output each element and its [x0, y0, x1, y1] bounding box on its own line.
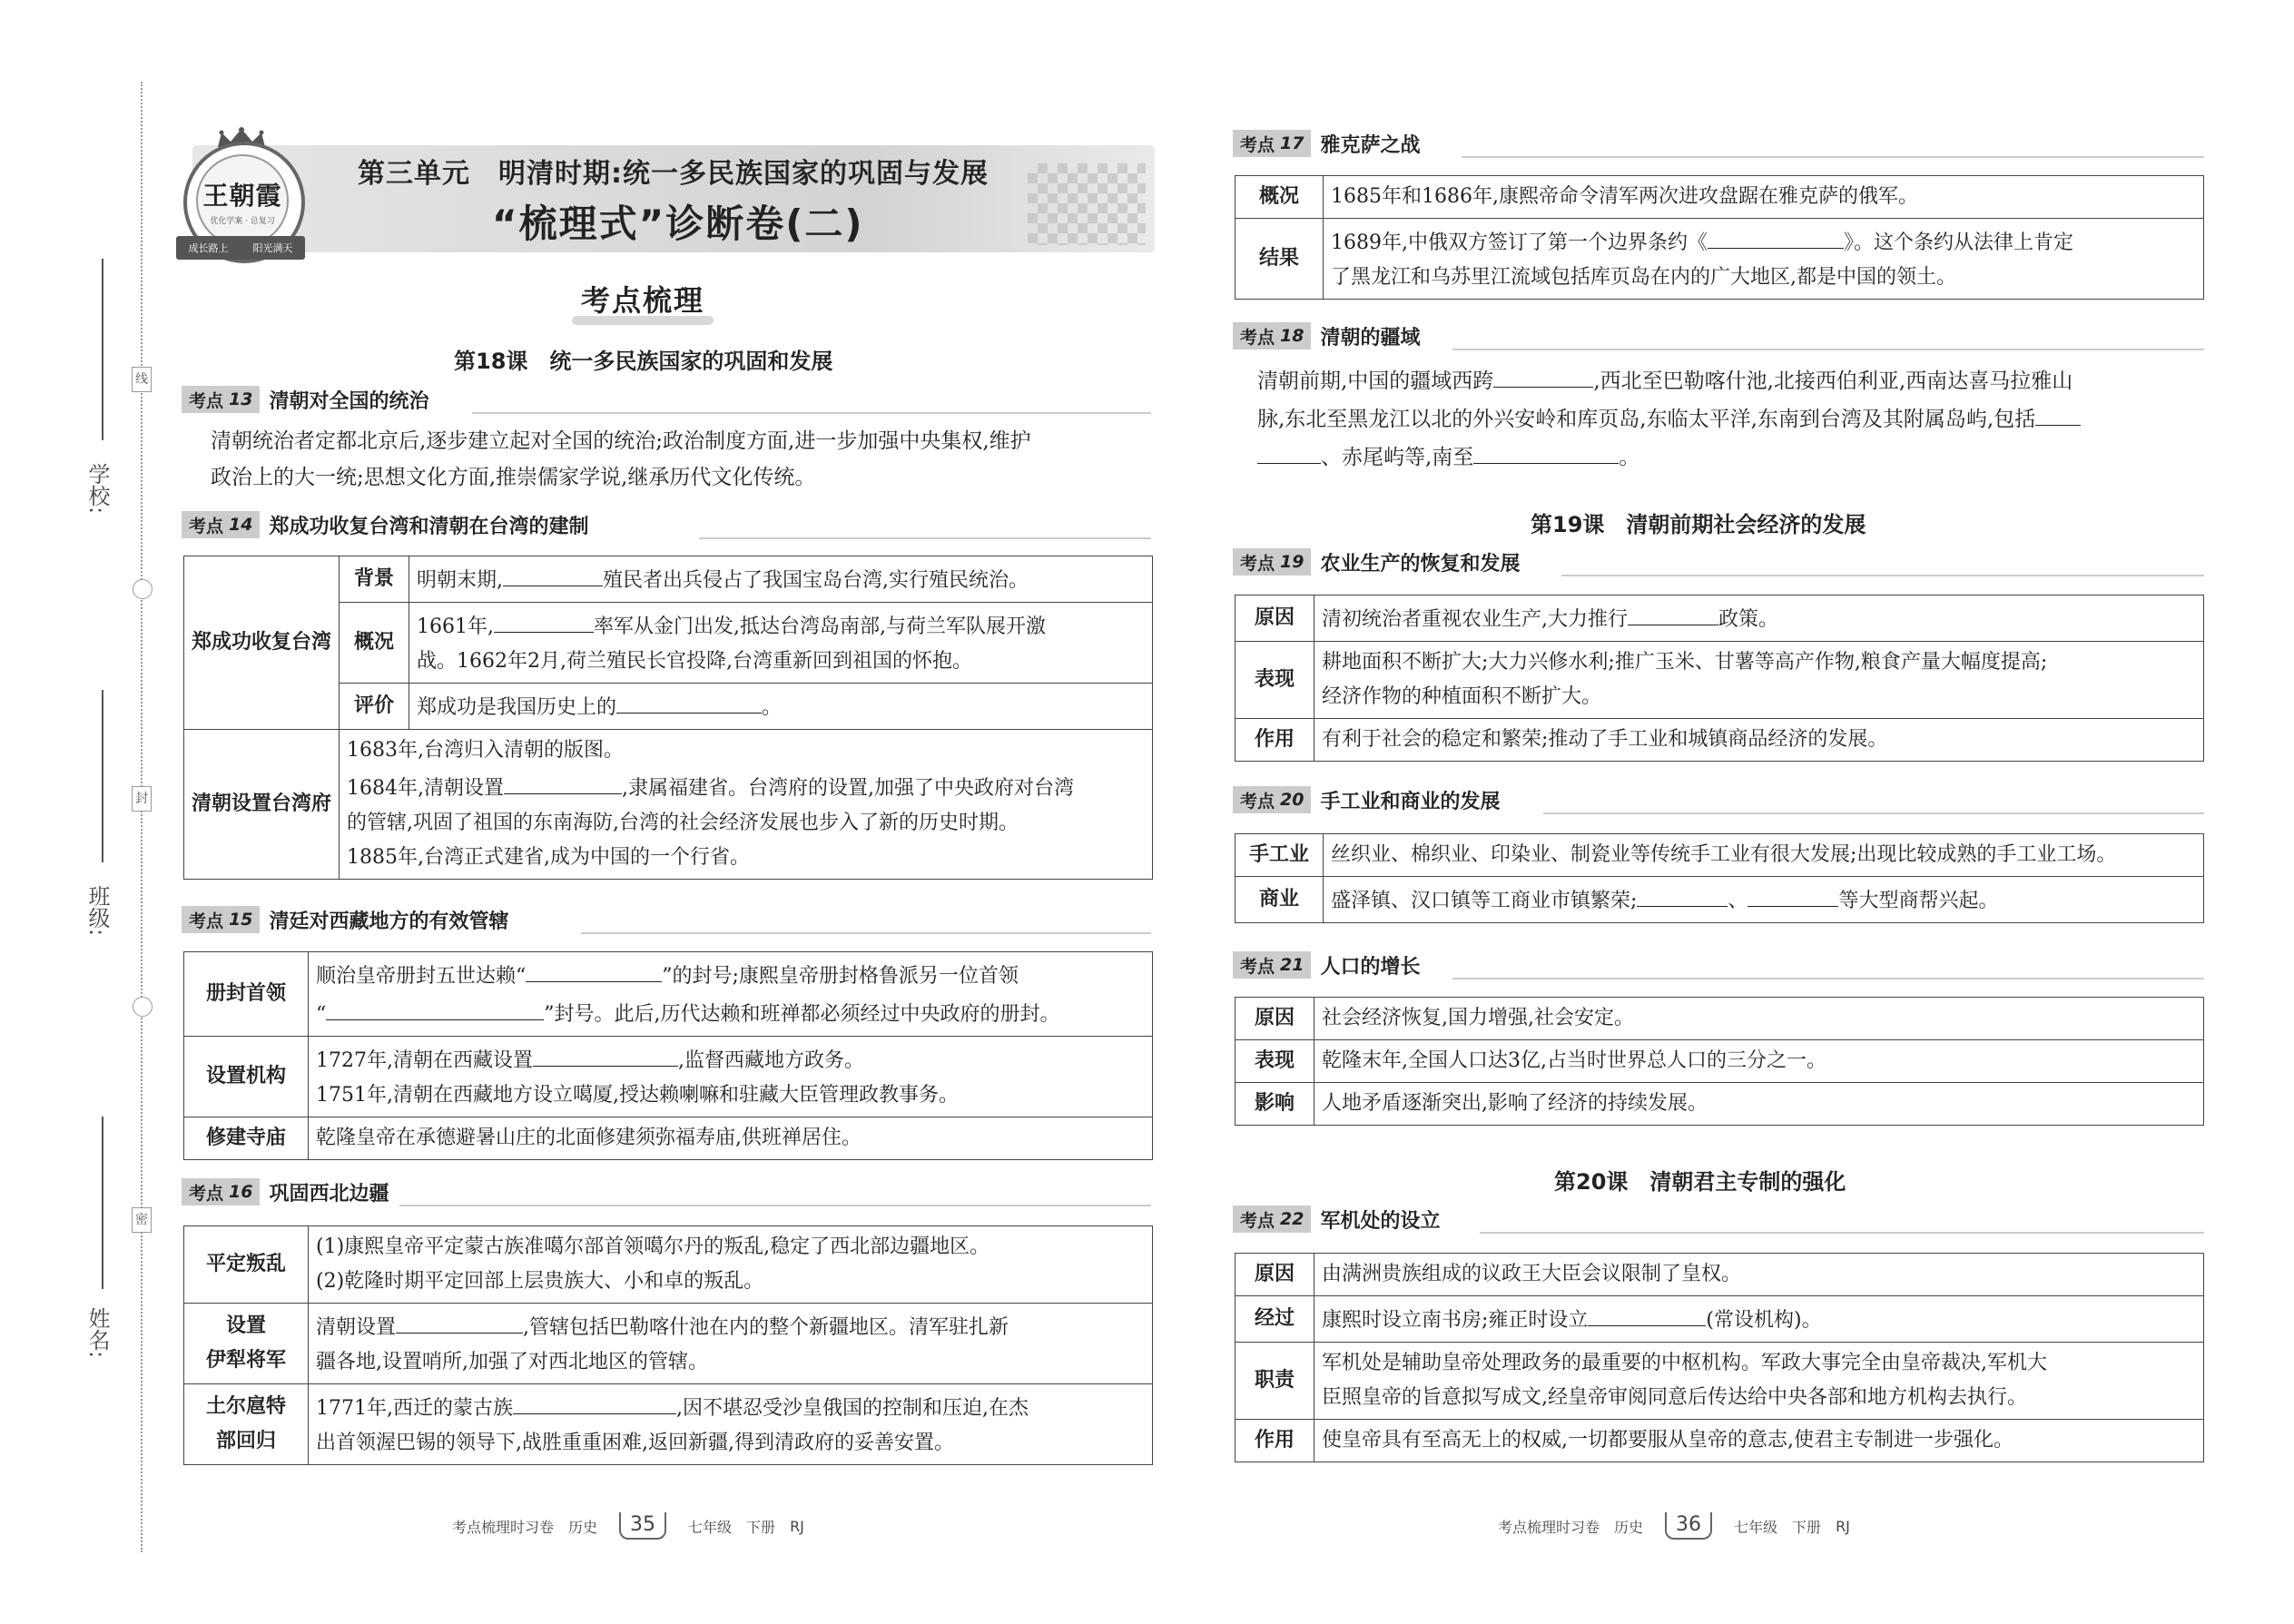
- cell-text: 1684年,清朝设置: [347, 777, 504, 800]
- kaodian-tag: [182, 511, 260, 538]
- binding-mark-mi: 密: [132, 1207, 152, 1233]
- row-header: 作用: [1236, 1420, 1314, 1462]
- footer-grade: 七年级: [1734, 1518, 1778, 1536]
- kaodian-tag: [1233, 548, 1311, 576]
- cell-text: 、: [1728, 890, 1748, 912]
- kaodian-number: 20: [1280, 790, 1305, 810]
- header-checker-pattern: [1028, 163, 1146, 245]
- row-header: 修建寺庙: [184, 1117, 309, 1160]
- paragraph-text: ,西北至巴勒喀什池,北接西伯利亚,西南达喜马拉雅山: [1593, 369, 2073, 393]
- kaodian-number: 22: [1280, 1209, 1305, 1229]
- table-cell: [309, 1304, 1153, 1384]
- kaodian-18-text: [1257, 361, 2206, 476]
- row-header: 表现: [1236, 1040, 1314, 1083]
- cell-text: 的管辖,巩固了祖国的东南海防,台湾的社会经济发展也步入了新的历史时期。: [347, 812, 1019, 834]
- kaodian-title: 郑成功收复台湾和清朝在台湾的建制: [269, 515, 589, 538]
- ribbon-right-text: 阳光满天: [252, 242, 293, 254]
- footer-series: 考点梳理时习卷: [452, 1518, 555, 1536]
- paragraph-text: 、赤尾屿等,南至: [1321, 446, 1474, 469]
- table-cell: [309, 1384, 1153, 1465]
- binding-dotted-line: [141, 82, 146, 1552]
- row-header: 平定叛乱: [184, 1226, 309, 1304]
- paragraph-line: 政治上的大一统;思想文化方面,推崇儒家学说,继承历代文化传统。: [211, 466, 816, 489]
- kaodian-tag: [1233, 1206, 1311, 1233]
- cell-text: 清初统治者重视农业生产,大力推行: [1322, 608, 1628, 631]
- footer-edition: RJ: [790, 1517, 804, 1535]
- table-cell: [409, 556, 1153, 603]
- cell-text: 清朝设置: [316, 1316, 397, 1339]
- fill-blank[interactable]: [2035, 399, 2081, 426]
- table-cell: [409, 603, 1153, 684]
- cell-text: ,因不堪忍受沙皇俄国的控制和压迫,在杰: [675, 1397, 1029, 1420]
- cell-text: “: [316, 1003, 327, 1026]
- fill-blank[interactable]: [513, 1388, 676, 1414]
- cell-text: 政策。: [1718, 608, 1779, 631]
- paragraph-line: 清朝统治者定都北京后,逐步建立起对全国的统治;政治制度方面,进一步加强中央集权,维护: [211, 429, 1031, 453]
- kaodian-13-text: [211, 423, 1155, 496]
- cell-text: 经济作物的种植面积不断扩大。: [1322, 685, 1602, 708]
- lesson-18-title: 第18课 统一多民族国家的巩固和发展: [454, 349, 833, 374]
- kaodian-label: 考点: [1240, 1210, 1275, 1231]
- section-title: [581, 278, 704, 320]
- cell-text: ”封号。此后,历代达赖和班禅都必须经过中央政府的册封。: [544, 1003, 1060, 1026]
- binding-mark-feng: 封: [132, 786, 152, 812]
- table-cell: 乾隆皇帝在承德避暑山庄的北面修建须弥福寿庙,供班禅居住。: [309, 1117, 1153, 1160]
- fill-blank[interactable]: [494, 606, 594, 633]
- header-text: 部回归: [215, 1430, 276, 1452]
- kaodian-number: 21: [1280, 955, 1305, 975]
- kaodian-label: 考点: [189, 516, 224, 536]
- heading-rule: [472, 412, 1151, 414]
- cell-text: 臣照皇帝的旨意拟写成文,经皇帝审阅同意后传达给中央各部和地方机构去执行。: [1322, 1386, 2027, 1409]
- footer-right: [1491, 1512, 1857, 1540]
- fill-blank[interactable]: [1493, 361, 1593, 388]
- row-header: 原因: [1236, 595, 1314, 642]
- kaodian-tag: [1233, 322, 1311, 349]
- kaodian-number: 17: [1280, 133, 1305, 153]
- kaodian-tag: [182, 1178, 260, 1206]
- page-number: 36: [1665, 1512, 1712, 1540]
- fill-blank[interactable]: [533, 1040, 678, 1067]
- fill-blank[interactable]: [1748, 881, 1838, 907]
- page-number: 35: [619, 1512, 666, 1540]
- footer-left: [445, 1512, 812, 1540]
- cell-text: 。: [762, 696, 783, 719]
- kaodian-14-heading: [182, 511, 588, 538]
- kaodian-20-heading: [1233, 786, 1500, 813]
- row-header: 作用: [1236, 719, 1314, 762]
- kaodian-title: 清朝对全国的统治: [269, 389, 429, 413]
- kaodian-tag: [182, 386, 260, 413]
- table-cell: [1324, 877, 2204, 923]
- row-header: 经过: [1236, 1296, 1314, 1343]
- kaodian-tag: [1233, 786, 1311, 813]
- header-text: 设置: [225, 1314, 266, 1337]
- row-header: 表现: [1236, 642, 1314, 719]
- binding-hole: [133, 997, 153, 1017]
- row-header: 设置机构: [184, 1037, 309, 1117]
- kaodian-title: 巩固西北边疆: [269, 1182, 389, 1206]
- table-kaodian-16: [183, 1225, 1153, 1465]
- cell-text: 战。1662年2月,荷兰殖民长官投降,台湾重新回到祖国的怀抱。: [417, 650, 972, 673]
- row-header: 影响: [1236, 1083, 1314, 1126]
- cell-text: 1771年,西迁的蒙古族: [316, 1397, 513, 1420]
- cell-text: 殖民者出兵侵占了我国宝岛台湾,实行殖民统治。: [603, 569, 1029, 592]
- kaodian-title: 清廷对西藏地方的有效管辖: [269, 910, 509, 933]
- fill-blank[interactable]: [503, 560, 603, 586]
- table-cell: 1685年和1686年,康熙帝命令清军两次进攻盘踞在雅克萨的俄军。: [1324, 176, 2204, 219]
- kaodian-label: 考点: [1240, 956, 1275, 977]
- cell-text: 1661年,: [417, 615, 494, 638]
- kaodian-13-heading: [182, 386, 428, 413]
- cell-text: 盛泽镇、汉口镇等工商业市镇繁荣;: [1331, 890, 1638, 912]
- kaodian-title: 军机处的设立: [1320, 1209, 1441, 1233]
- cell-text: 出首领渥巴锡的领导下,战胜重重困难,返回新疆,得到清政府的妥善安置。: [316, 1432, 954, 1454]
- cell-text: (2)乾隆时期平定回部上层贵族大、小和卓的叛乱。: [316, 1270, 764, 1293]
- lesson-19-title: 第19课 清朝前期社会经济的发展: [1531, 512, 1866, 537]
- heading-rule: [1543, 812, 2204, 814]
- kaodian-label: 考点: [189, 390, 224, 411]
- row-header: 概况: [1236, 176, 1324, 219]
- fill-blank[interactable]: [1708, 222, 1844, 249]
- group-header-zhengchenggong: 郑成功收复台湾: [184, 556, 340, 730]
- cell-text: 疆各地,设置哨所,加强了对西北地区的管辖。: [316, 1351, 708, 1373]
- fill-blank[interactable]: [1637, 881, 1728, 907]
- table-cell: 有利于社会的稳定和繁荣;推动了手工业和城镇商品经济的发展。: [1314, 719, 2204, 762]
- footer-edition: RJ: [1836, 1517, 1850, 1535]
- kaodian-title: 农业生产的恢复和发展: [1320, 552, 1521, 576]
- table-cell: 乾隆末年,全国人口达3亿,占当时世界总人口的三分之一。: [1314, 1040, 2204, 1083]
- kaodian-tag: [1233, 951, 1311, 979]
- fill-blank[interactable]: [526, 956, 662, 982]
- table-kaodian-20: [1235, 833, 2204, 923]
- heading-rule: [1452, 349, 2204, 350]
- page-header: [156, 125, 1155, 271]
- table-cell: [309, 952, 1153, 1037]
- cell-text: 1683年,台湾归入清朝的版图。: [347, 739, 624, 762]
- row-header: 商业: [1236, 877, 1324, 923]
- kaodian-number: 15: [229, 910, 253, 930]
- kaodian-number: 19: [1280, 552, 1305, 572]
- kaodian-label: 考点: [1240, 327, 1275, 348]
- table-cell: [409, 684, 1153, 730]
- table-cell: [1314, 1296, 2204, 1343]
- footer-grade: 七年级: [688, 1518, 733, 1536]
- name-field-line[interactable]: [102, 1117, 103, 1289]
- kaodian-number: 14: [229, 515, 253, 535]
- brand-name: 王朝霞: [202, 180, 282, 211]
- footer-volume: 下册: [1792, 1518, 1822, 1536]
- footer-subject: 历史: [1614, 1518, 1644, 1536]
- heading-rule: [1480, 1232, 2204, 1234]
- group-header-taiwanfu: 清朝设置台湾府: [184, 730, 340, 880]
- table-cell: 丝织业、棉织业、印染业、制瓷业等传统手工业有很大发展;出现比较成熟的手工业工场。: [1324, 834, 2204, 877]
- main-title: “梳理式”诊断卷(二): [492, 202, 864, 246]
- cell-text: 1885年,台湾正式建省,成为中国的一个行省。: [347, 846, 750, 869]
- table-cell: 人地矛盾逐渐突出,影响了经济的持续发展。: [1314, 1083, 2204, 1126]
- table-cell: [309, 1037, 1153, 1117]
- kaodian-18-heading: [1233, 322, 1420, 349]
- fill-blank[interactable]: [396, 1307, 523, 1334]
- heading-rule: [1561, 575, 2204, 576]
- cell-text: 1689年,中俄双方签订了第一个边界条约《: [1331, 231, 1708, 254]
- kaodian-title: 清朝的疆域: [1320, 326, 1421, 349]
- table-cell: 社会经济恢复,国力增强,社会安定。: [1314, 998, 2204, 1040]
- table-cell: [340, 730, 1153, 880]
- cell-text: ,监督西藏地方政务。: [677, 1049, 864, 1072]
- ribbon-left-text: 成长路上: [188, 242, 229, 254]
- kaodian-number: 13: [229, 389, 253, 409]
- row-header: 原因: [1236, 1254, 1314, 1296]
- row-header: 手工业: [1236, 834, 1324, 877]
- kaodian-22-heading: [1233, 1206, 1440, 1233]
- kaodian-label: 考点: [1240, 553, 1275, 574]
- table-cell: 由满洲贵族组成的议政王大臣会议限制了皇权。: [1314, 1254, 2204, 1296]
- kaodian-19-heading: [1233, 548, 1520, 576]
- kaodian-label: 考点: [189, 910, 224, 931]
- kaodian-label: 考点: [1240, 791, 1275, 812]
- paragraph-text: 脉,东北至黑龙江以北的外兴安岭和库页岛,东临太平洋,东南到台湾及其附属岛屿,包括: [1257, 408, 2036, 431]
- heading-rule: [699, 537, 1151, 539]
- heading-rule: [1452, 978, 2204, 979]
- table-kaodian-15: [183, 951, 1153, 1160]
- row-header: [184, 1304, 309, 1384]
- fill-blank[interactable]: [1473, 438, 1619, 464]
- brand-subtitle: 优化学案 · 总复习: [210, 216, 275, 226]
- table-cell: 使皇帝具有至高无上的权威,一切都要服从皇帝的意志,使君主专制进一步强化。: [1314, 1420, 2204, 1462]
- binding-mark-xian: 线: [132, 367, 152, 392]
- cell-text: 军机处是辅助皇帝处理政务的最重要的中枢机构。军政大事完全由皇帝裁决,军机大: [1322, 1352, 2047, 1374]
- paragraph-text: 。: [1619, 446, 1640, 469]
- header-text: 土尔扈特: [205, 1395, 286, 1418]
- footer-series: 考点梳理时习卷: [1498, 1518, 1600, 1536]
- table-cell: [1314, 642, 2204, 719]
- cell-text: 1727年,清朝在西藏设置: [316, 1049, 533, 1072]
- footer-volume: 下册: [746, 1518, 776, 1536]
- logo-emblem: [196, 154, 289, 247]
- row-header: 职责: [1236, 1343, 1314, 1420]
- cell-text: 了黑龙江和乌苏里江流域包括库页岛在内的广大地区,都是中国的领土。: [1331, 266, 1956, 289]
- table-cell: [1314, 595, 2204, 642]
- fill-blank[interactable]: [1628, 599, 1718, 625]
- fill-blank[interactable]: [616, 687, 762, 714]
- heading-rule: [581, 932, 1151, 934]
- heading-rule: [1462, 156, 2204, 158]
- name-label: 姓名:: [84, 1307, 110, 1359]
- kaodian-tag: [1233, 130, 1311, 157]
- logo-ribbon: [176, 236, 305, 260]
- cell-text: 明朝末期,: [417, 569, 504, 592]
- table-cell: [309, 1226, 1153, 1304]
- kaodian-16-heading: [182, 1178, 389, 1206]
- row-header: 概况: [340, 603, 409, 684]
- heading-rule: [399, 1205, 1151, 1206]
- table-kaodian-21: [1235, 997, 2204, 1126]
- kaodian-21-heading: [1233, 951, 1420, 979]
- kaodian-15-heading: [182, 906, 508, 933]
- cell-text: 》。这个条约从法律上肯定: [1843, 231, 2073, 254]
- kaodian-title: 雅克萨之战: [1320, 133, 1421, 157]
- row-header: 册封首领: [184, 952, 309, 1037]
- row-header: [184, 1384, 309, 1465]
- footer-subject: 历史: [568, 1518, 598, 1536]
- class-field-line[interactable]: [102, 690, 103, 862]
- kaodian-17-heading: [1233, 130, 1420, 157]
- cell-text: 1751年,清朝在西藏地方设立噶厦,授达赖喇嘛和驻藏大臣管理政教事务。: [316, 1084, 959, 1107]
- kaodian-label: 考点: [189, 1183, 224, 1204]
- kaodian-title: 手工业和商业的发展: [1320, 790, 1501, 813]
- fill-blank[interactable]: [1588, 1300, 1706, 1326]
- brand-logo: [176, 125, 312, 261]
- kaodian-label: 考点: [1240, 134, 1275, 155]
- kaodian-number: 16: [229, 1182, 253, 1202]
- cell-text: 郑成功是我国历史上的: [417, 696, 617, 719]
- cell-text: (常设机构)。: [1706, 1309, 1822, 1332]
- row-header: 背景: [340, 556, 409, 603]
- table-kaodian-14: [183, 556, 1153, 880]
- table-cell: [1314, 1343, 2204, 1420]
- kaodian-number: 18: [1280, 326, 1305, 346]
- table-kaodian-19: [1235, 595, 2204, 762]
- binding-hole: [133, 579, 153, 599]
- table-kaodian-22: [1235, 1253, 2204, 1462]
- row-header: 结果: [1236, 219, 1324, 300]
- kaodian-title: 人口的增长: [1320, 955, 1421, 979]
- cell-text: 耕地面积不断扩大;大力兴修水利;推广玉米、甘薯等高产作物,粮食产量大幅度提高;: [1322, 651, 2048, 674]
- fill-blank[interactable]: [504, 768, 622, 794]
- fill-blank[interactable]: [326, 994, 544, 1020]
- school-label: 学校:: [84, 463, 110, 515]
- table-cell: [1324, 219, 2204, 300]
- cell-text: ,隶属福建省。台湾府的设置,加强了中央政府对台湾: [622, 777, 1074, 800]
- kaodian-tag: [182, 906, 260, 933]
- class-label: 班级:: [84, 885, 110, 937]
- unit-title: 第三单元 明清时期:统一多民族国家的巩固与发展: [358, 158, 989, 190]
- paragraph-text: 清朝前期,中国的疆域西跨: [1257, 369, 1494, 393]
- cell-text: 康熙时设立南书房;雍正时设立: [1322, 1309, 1589, 1332]
- cell-text: 顺治皇帝册封五世达赖“: [316, 965, 527, 988]
- cell-text: ,管辖包括巴勒喀什池在内的整个新疆地区。清军驻扎新: [523, 1316, 1009, 1339]
- cell-text: 等大型商帮兴起。: [1838, 890, 1999, 912]
- row-header: 评价: [340, 684, 409, 730]
- table-kaodian-17: [1235, 175, 2204, 300]
- school-field-line[interactable]: [102, 259, 103, 440]
- section-title-text: 考点梳理: [581, 283, 705, 318]
- cell-text: ”的封号;康熙皇帝册封格鲁派另一位首领: [662, 965, 1019, 988]
- cell-text: (1)康熙皇帝平定蒙古族准噶尔部首领噶尔丹的叛乱,稳定了西北部边疆地区。: [316, 1235, 990, 1258]
- cell-text: 率军从金门出发,抵达台湾岛南部,与荷兰军队展开激: [594, 615, 1046, 638]
- header-text: 伊犁将军: [205, 1349, 286, 1372]
- fill-blank[interactable]: [1257, 438, 1321, 464]
- row-header: 原因: [1236, 998, 1314, 1040]
- lesson-20-title: 第20课 清朝君主专制的强化: [1554, 1169, 1846, 1195]
